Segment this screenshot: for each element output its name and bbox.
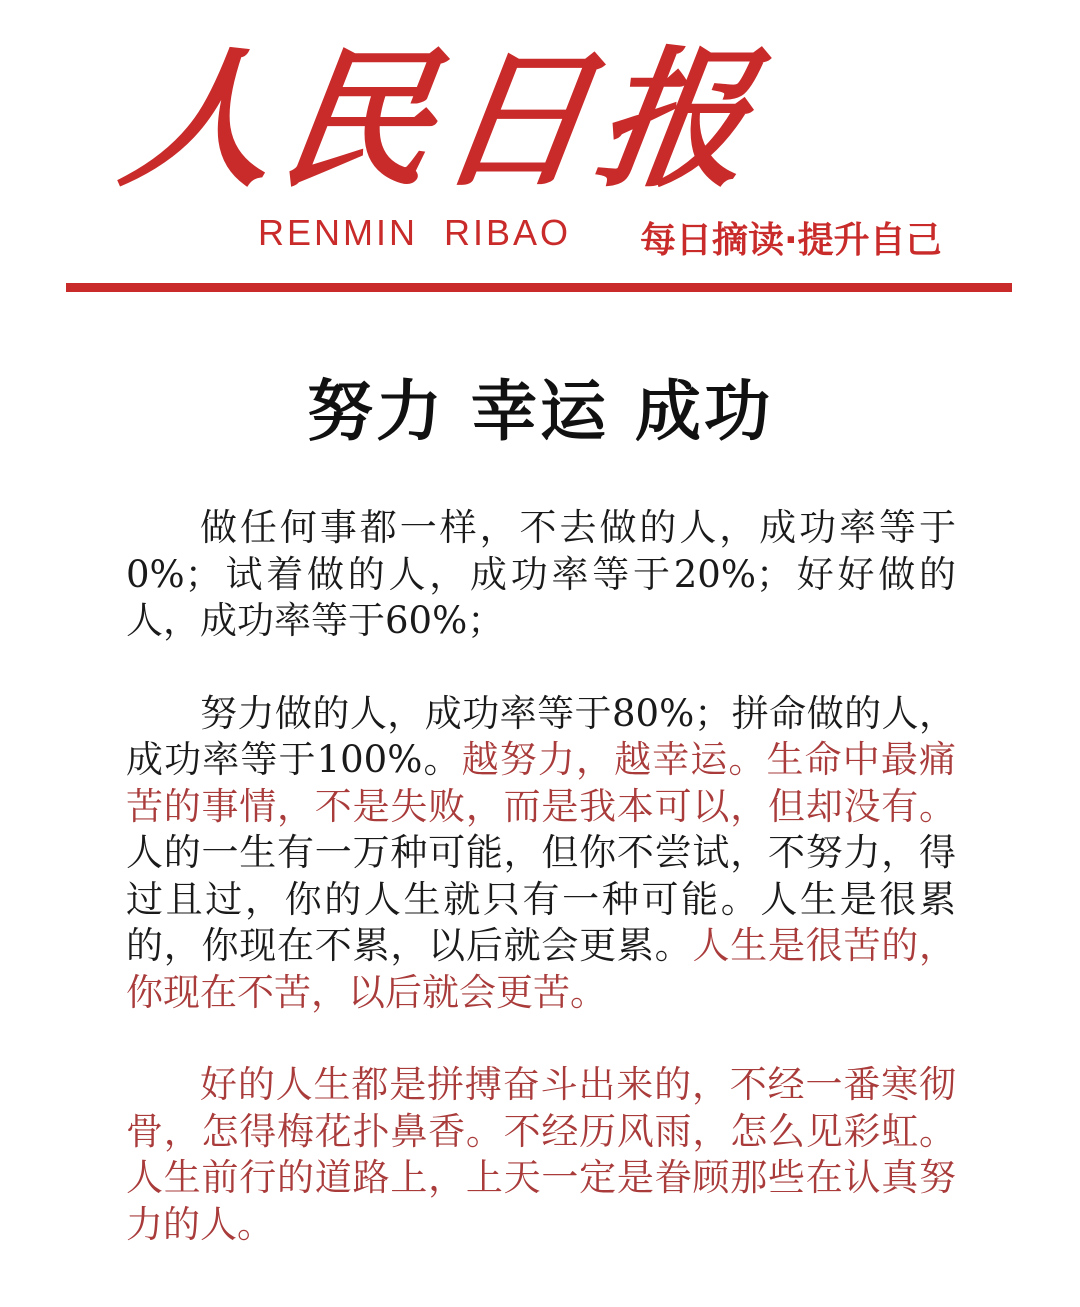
article-body bbox=[126, 505, 956, 1294]
paragraph-3 bbox=[126, 1062, 956, 1248]
paragraph-2-text-a: 努力做的人，成功率等于80%；拼命做的人，成功率等于100%。 bbox=[126, 691, 956, 781]
paragraph-2-text-c: 人的一生有一万种可能，但你不尝试，不努力，得过且过，你的人生就只有一种可能。人生是很累的，你现在不累，以后就会更累。 bbox=[126, 831, 956, 967]
paragraph-2-highlight-d: 人生是很苦的，你现在不苦，以后就会更苦。 bbox=[126, 924, 957, 1014]
paragraph-3-text: 好的人生都是拼搏奋斗出来的，不经一番寒彻骨，怎得梅花扑鼻香。不经历风雨，怎么见彩虹。人生前行的道路上，上天一定是眷顾那些在认真努力的人。 bbox=[126, 1063, 956, 1246]
paragraph-2 bbox=[126, 691, 956, 1017]
article-title: 努力 幸运 成功 bbox=[307, 373, 773, 450]
header-divider bbox=[66, 283, 1012, 292]
paragraph-1 bbox=[126, 505, 956, 645]
paragraph-2-highlight-b: 越努力，越幸运。生命中最痛苦的事情，不是失败，而是我本可以，但却没有。 bbox=[126, 738, 957, 828]
masthead-logo: 人民日报 bbox=[112, 32, 770, 208]
masthead-pinyin: RENMIN RIBAO bbox=[258, 212, 572, 253]
slogan: 每日摘读·提升自己 bbox=[640, 220, 942, 261]
paragraph-1-text: 做任何事都一样，不去做的人，成功率等于0%；试着做的人，成功率等于20%；好好做的人，成功率等于60%； bbox=[126, 506, 956, 642]
